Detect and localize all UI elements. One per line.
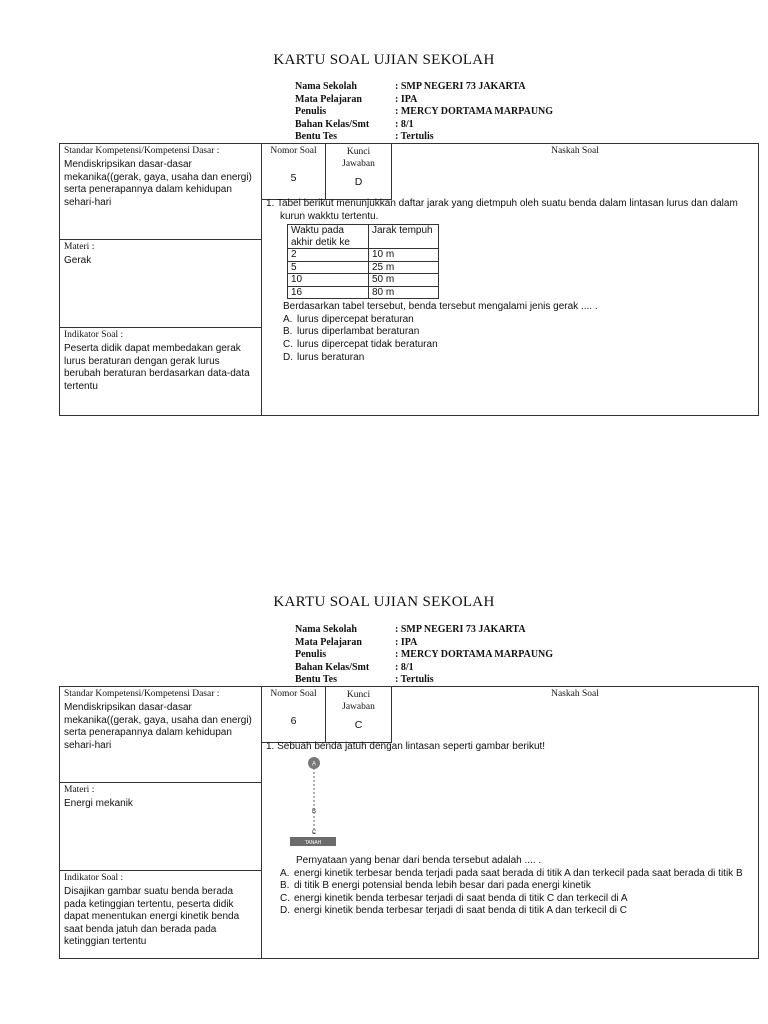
table-header-row — [288, 225, 439, 249]
sk-label: Standar Kompetensi/Kompetensi Dasar : — [64, 146, 220, 156]
options-list — [283, 314, 752, 364]
kunci-label: Kunci Jawaban — [342, 690, 375, 712]
option-text: lurus dipercepat beraturan — [297, 313, 414, 325]
meta-value: : MERCY DORTAMA MARPAUNG — [395, 106, 554, 117]
indikator-label: Indikator Soal : — [64, 873, 124, 883]
option-text: di titik B energi potensial benda lebih besar dari pada energi kinetik — [294, 880, 591, 892]
question-text: 1. Tabel berikut menunjukkan daftar jarak yang dietmpuh oleh suatu benda dalam lintasan lurus dan dalam kurun wakktu tertentu. — [266, 198, 738, 222]
meta-label: Bahan Kelas/Smt — [295, 661, 370, 673]
indikator-text: Disajikan gambar suatu benda berada pada ketinggian tertentu, peserta didik dapat menentukan energi kinetik benda saat benda jatuh dan berada pada ketinggian tertentu — [64, 886, 240, 947]
naskah-label: Naskah Soal — [551, 146, 599, 156]
meta-value: : SMP NEGERI 73 JAKARTA — [395, 81, 526, 92]
indikator-label: Indikator Soal : — [64, 330, 124, 340]
point-c-label: C — [311, 830, 317, 836]
option-key: B. — [280, 880, 290, 892]
option-b — [280, 880, 752, 893]
indikator-text: Peserta didik dapat membedakan gerak lurus beraturan dengan gerak lurus berubah beraturan berdasarkan data-data tertentu — [64, 343, 250, 392]
table-row — [288, 274, 439, 287]
indikator-section — [60, 870, 262, 958]
option-key: D. — [280, 905, 290, 917]
option-text: lurus dipercepat tidak beraturan — [297, 338, 438, 350]
nomor-label: Nomor Soal — [270, 146, 317, 156]
meta-value: : Tertulis — [395, 131, 434, 142]
sk-label: Standar Kompetensi/Kompetensi Dasar : — [64, 689, 220, 699]
kunci-jawaban-cell — [326, 144, 392, 200]
option-key: C. — [280, 892, 290, 904]
option-a — [280, 868, 752, 881]
materi-text: Energi mekanik — [64, 798, 133, 809]
meta-value: : SMP NEGERI 73 JAKARTA — [395, 624, 526, 635]
table-row — [288, 249, 439, 262]
question-body — [266, 198, 752, 364]
option-text: energi kinetik benda terbesar terjadi di saat benda di titik C dan terkecil di A — [294, 892, 628, 904]
table-cell: 50 m — [369, 274, 439, 287]
naskah-soal-header — [392, 144, 758, 156]
point-b-label: B — [311, 809, 317, 815]
option-c — [280, 893, 752, 906]
meta-value: : MERCY DORTAMA MARPAUNG — [395, 649, 554, 660]
table-cell: 80 m — [369, 286, 439, 299]
standar-kompetensi-section — [60, 144, 262, 239]
options-list — [280, 868, 752, 918]
question-prompt: Berdasarkan tabel tersebut, benda tersebut mengalami jenis gerak .... . — [283, 301, 598, 313]
meta-label: Bahan Kelas/Smt — [295, 118, 370, 130]
option-text: lurus diperlambat beraturan — [297, 326, 420, 338]
left-column — [60, 144, 262, 415]
nomor-soal-cell — [262, 144, 326, 200]
kunci-value: D — [354, 176, 363, 188]
table-cell: 25 m — [369, 261, 439, 274]
card-meta — [295, 624, 553, 687]
card-title: KARTU SOAL UJIAN SEKOLAH — [273, 52, 495, 68]
question-prompt: Pernyataan yang benar dari benda tersebut adalah .... . — [296, 855, 542, 866]
table-row — [288, 261, 439, 274]
option-key: A. — [280, 867, 290, 879]
table-cell: 2 — [288, 249, 369, 262]
card-grid — [59, 143, 759, 416]
option-key: D. — [283, 351, 293, 363]
meta-label: Mata Pelajaran — [295, 636, 362, 648]
point-a-label: A — [311, 761, 317, 768]
meta-value: : Tertulis — [395, 674, 434, 685]
nomor-label: Nomor Soal — [270, 689, 317, 699]
kunci-value: C — [354, 719, 363, 731]
ground-label: TANAH — [304, 840, 322, 846]
option-b — [283, 326, 752, 339]
materi-label: Materi : — [64, 785, 95, 795]
card-meta — [295, 81, 553, 144]
table-row — [288, 286, 439, 299]
card-title: KARTU SOAL UJIAN SEKOLAH — [273, 594, 495, 610]
option-c — [283, 339, 752, 352]
left-column — [60, 687, 262, 958]
table-cell: 16 — [288, 286, 369, 299]
option-text: energi kinetik terbesar benda terjadi pada saat berada di titik A dan terkecil pada saat berada di titik B — [294, 867, 743, 879]
materi-text: Gerak — [64, 255, 92, 266]
option-a — [283, 314, 752, 327]
table-header: Waktu pada akhir detik ke — [288, 225, 369, 249]
kunci-label: Kunci Jawaban — [342, 147, 375, 169]
meta-label: Bentu Tes — [295, 674, 337, 685]
table-cell: 10 — [288, 274, 369, 287]
option-text: lurus beraturan — [297, 351, 365, 363]
materi-label: Materi : — [64, 242, 95, 252]
meta-value: : IPA — [395, 636, 418, 648]
card-grid — [59, 686, 759, 959]
option-d — [283, 352, 752, 365]
meta-label: Bentu Tes — [295, 131, 337, 142]
option-text: energi kinetik benda terbesar terjadi di saat benda di titik A dan terkecil di C — [294, 905, 627, 917]
indikator-section — [60, 327, 262, 415]
option-key: B. — [283, 326, 293, 338]
materi-section — [60, 239, 262, 327]
table-cell: 10 m — [369, 249, 439, 262]
nomor-soal-cell — [262, 687, 326, 743]
naskah-soal-header — [392, 687, 758, 699]
question-body — [266, 741, 752, 754]
sk-text: Mendiskripsikan dasar-dasar mekanika((gerak, gaya, usaha dan energi) serta penerapannya dalam kehidupan sehari-hari — [64, 159, 252, 208]
meta-label: Nama Sekolah — [295, 81, 357, 92]
nomor-value: 5 — [290, 172, 297, 184]
question-options-block — [280, 855, 752, 918]
nomor-value: 6 — [290, 715, 297, 727]
question-text: 1. Sebuah benda jatuh dengan lintasan seperti gambar berikut! — [266, 741, 546, 752]
data-table — [287, 224, 439, 299]
meta-label: Mata Pelajaran — [295, 93, 362, 105]
meta-value: : 8/1 — [395, 661, 414, 673]
option-key: C. — [283, 338, 293, 350]
meta-value: : 8/1 — [395, 118, 414, 130]
meta-label: Nama Sekolah — [295, 624, 357, 635]
standar-kompetensi-section — [60, 687, 262, 782]
meta-value: : IPA — [395, 93, 418, 105]
kunci-jawaban-cell — [326, 687, 392, 743]
naskah-label: Naskah Soal — [551, 689, 599, 699]
table-cell: 5 — [288, 261, 369, 274]
sk-text: Mendiskripsikan dasar-dasar mekanika((gerak, gaya, usaha dan energi) serta penerapannya dalam kehidupan sehari-hari — [64, 702, 252, 751]
table-header: Jarak tempuh — [369, 225, 439, 249]
falling-object-figure — [280, 753, 340, 853]
materi-section — [60, 782, 262, 870]
meta-label: Penulis — [295, 106, 327, 117]
meta-label: Penulis — [295, 649, 327, 660]
option-d — [280, 905, 752, 918]
option-key: A. — [283, 313, 293, 325]
